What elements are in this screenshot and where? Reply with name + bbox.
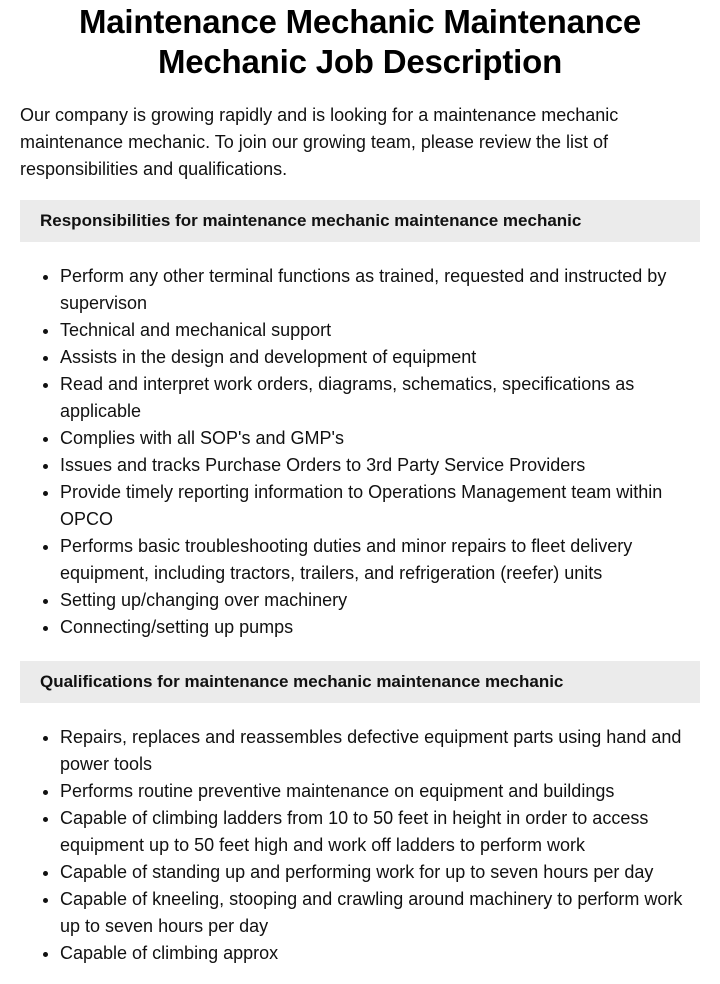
list-item: • Technical and mechanical support [60, 317, 700, 344]
responsibilities-list [20, 263, 700, 641]
list-item: • Capable of standing up and performing work for up to seven hours per day [60, 859, 700, 886]
list-item: • Perform any other terminal functions as trained, requested and instructed by supervison [60, 263, 700, 317]
list-item: • Read and interpret work orders, diagrams, schematics, specifications as applicable [60, 371, 700, 425]
qualifications-list [20, 724, 700, 967]
list-item: • Complies with all SOP's and GMP's [60, 425, 700, 452]
list-item: • Capable of climbing approx [60, 940, 700, 967]
list-item: • Assists in the design and development of equipment [60, 344, 700, 371]
list-item: • Setting up/changing over machinery [60, 587, 700, 614]
list-item: • Capable of kneeling, stooping and crawling around machinery to perform work up to seven hours per day [60, 886, 700, 940]
responsibilities-heading: Responsibilities for maintenance mechanic maintenance mechanic [20, 200, 700, 242]
list-item: • Repairs, replaces and reassembles defective equipment parts using hand and power tools [60, 724, 700, 778]
qualifications-heading: Qualifications for maintenance mechanic maintenance mechanic [20, 661, 700, 703]
intro-paragraph: Our company is growing rapidly and is looking for a maintenance mechanic maintenance mechanic. To join our growing team, please review the list of responsibilities and qualifications. [20, 105, 619, 179]
list-item: • Performs basic troubleshooting duties and minor repairs to fleet delivery equipment, including tractors, trailers, and refrigeration (reefer) units [60, 533, 700, 587]
page-title: Maintenance Mechanic Maintenance Mechanic Job Description [78, 3, 642, 80]
list-item: • Performs routine preventive maintenance on equipment and buildings [60, 778, 700, 805]
list-item: • Provide timely reporting information to Operations Management team within OPCO [60, 479, 700, 533]
list-item: • Issues and tracks Purchase Orders to 3rd Party Service Providers [60, 452, 700, 479]
list-item: • Capable of climbing ladders from 10 to 50 feet in height in order to access equipment up to 50 feet high and work off ladders to perform work [60, 805, 700, 859]
list-item: • Connecting/setting up pumps [60, 614, 700, 641]
